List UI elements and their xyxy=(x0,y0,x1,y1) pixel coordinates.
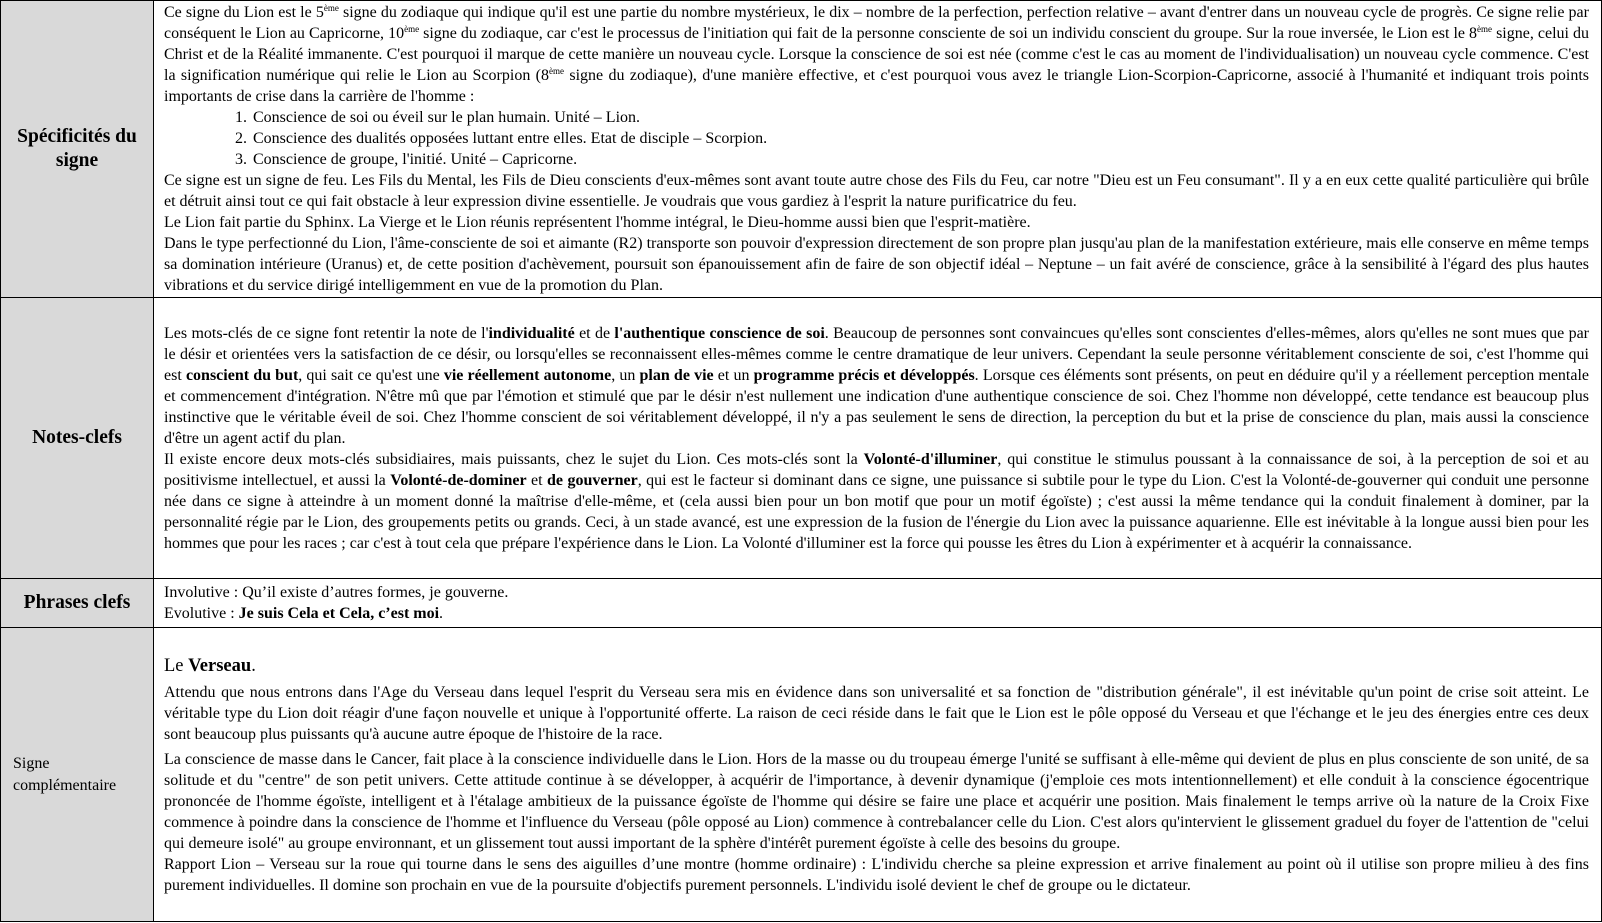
complementary-sign-title xyxy=(164,654,1589,678)
row-signe-complementaire xyxy=(1,628,1602,922)
bold-keyword: de gouverner xyxy=(547,471,638,489)
text-segment: Ce signe du Lion est le 5 xyxy=(164,4,324,21)
text-segment: , un xyxy=(611,366,640,384)
row-notes-clefs xyxy=(1,298,1602,579)
notes-paragraph-2 xyxy=(164,449,1589,554)
complementaire-paragraph-1: Attendu que nous entrons dans l'Age du Verseau dans lequel l'esprit du Verseau sera mis en évidence dans son universalité et sa fonction de "distribution générale", il est inévitable qu'un point de crise soit atteint. Le véritable type du Lion doit réagir d'une façon nouvelle et unique à l'opportunité offerte. La raison de ceci réside dans le fait que le Lion est le pôle opposé du Verseau et que l'échange et le jeu des énergies entre ces deux sont beaucoup plus puissants qu'à aucune autre époque de l'histoire de la race. xyxy=(164,683,1589,743)
complementaire-paragraph-2: La conscience de masse dans le Cancer, fait place à la conscience individuelle dans le Lion. Hors de la masse ou du troupeau émerge l'unité se suffisant à elle-même qui devient de plus en plus consciente de son unité, de sa solitude et du "centre" de son petit univers. Cette attitude continue à se développer, à acquérir de l'importance, à devenir dynamique (j'emploie ces mots intentionnellement) et elle conduit à la conscience égocentrique prononcée de l'homme égoïste, intelligent et à l'étalage ambitieux de la puissance égoïste de l'homme qui désire se faire une place et acquérir une position. Mais finalement le temps arrive où la nature de la Croix Fixe commence à poindre dans la conscience de l'homme et l'influence du Verseau (pôle opposé au Lion) commence à contrebalancer celle du Lion. C'est alors qu'intervient le glissement graduel du foyer de l'attention de "celui qui demeure isolé" au groupe environnant, et un glissement tout aussi important de la sphère d'intérêt purement égoïste à celle des besoins du groupe. xyxy=(164,750,1589,852)
text-segment: signe du zodiaque, car c'est le processus de l'initiation qui fait de la personne consciente de soi un individu conscient du groupe. Sur la roue inversée, le Lion est le 8 xyxy=(419,25,1478,42)
specificites-paragraph-2: Ce signe est un signe de feu. Les Fils du Mental, les Fils de Dieu conscients d'eux-mêmes sont avant toute autre chose des Fils du Feu, car notre "Dieu est un Feu consumant". Il y a en eux cette qualité particulière qui brûle et détruit ainsi tout ce qui fait obstacle à leur expression divine essentielle. Je voudrais que vous gardiez à l'esprit la nature purificatrice du feu. xyxy=(164,172,1589,210)
content-notes-clefs xyxy=(154,298,1602,579)
text-segment: . xyxy=(251,655,256,676)
text-segment: signe du zodiaque qui indique qu'il est une partie du nombre mystérieux, le dix – nombre de la perfection, perfection relative – avant d'entrer dans un nouveau cycle de progrès. Ce signe relie par conséquent le Lion au Capricorne, 10 xyxy=(164,4,1589,42)
bold-keyword: Volonté-de-dominer xyxy=(390,471,527,489)
text-segment: . xyxy=(439,605,444,622)
superscript: ème xyxy=(1477,24,1493,34)
bold-keyword: Volonté-d'illuminer xyxy=(863,450,998,468)
label-notes-clefs: Notes-clefs xyxy=(1,298,154,579)
text-segment: et de xyxy=(574,324,615,342)
text-segment: et un xyxy=(713,366,754,384)
superscript: ème xyxy=(404,24,420,34)
phrase-evolutive xyxy=(164,603,1589,624)
label-signe-complementaire: Signe complémentaire xyxy=(1,628,154,922)
content-signe-complementaire xyxy=(154,628,1602,922)
text-segment: , qui constitue le stimulus poussant à la connaissance de soi, à la perception de soi et au positivisme intellectuel, et aussi la xyxy=(164,450,1589,489)
superscript: ème xyxy=(549,66,564,76)
list-item: 2. Conscience des dualités opposées luttant entre elles. Etat de disciple – Scorpion. xyxy=(251,128,1589,149)
bold-keyword: Je suis Cela et Cela, c’est moi xyxy=(238,605,440,622)
text-segment: Evolutive : xyxy=(164,605,239,622)
text-segment: signe, celui du Christ et de la Réalité immanente. C'est pourquoi il marque de cette manière un nouveau cycle. Lorsque la conscience de soi est née (comme c'est le cas au moment de l'individualisation) un nouveau cycle commence. C'est la signification numérique qui relie le Lion au Scorpion (8 xyxy=(164,25,1590,84)
text-segment: . Beaucoup de personnes sont convaincues qu'elles sont conscientes d'elles-mêmes, alors qu'elles ne sont mues que par le désir et orientées vers la satisfaction de ce désir, ou lorsqu'elles se reconnaissent elles-mêmes comme le centre dramatique de leur univers. Cependant la seule personne véritablement consciente de soi, c'est l'homme qui est xyxy=(164,324,1589,384)
bold-keyword: programme précis et développés xyxy=(753,366,975,384)
specificites-paragraph-3: Le Lion fait partie du Sphinx. La Vierge et le Lion réunis représentent l'homme intégral, le Dieu-homme aussi bien que l'esprit-matière. xyxy=(164,214,1031,231)
text-segment: Le xyxy=(164,655,189,676)
text-segment: , qui est le facteur si dominant dans ce signe, une puissance si subtile pour le type du Lion. C'est la Volonté-de-gouverner qui conduit une personne née dans ce signe à atteindre à un moment donné la maîtrise d'elle-même, et (cela aussi bien pour un bon motif que pour un motif égoïste) ; c'est aussi la même tendance qui la conduit finalement à dominer, par la personnalité régie par le Lion, des groupements petits ou grands. Ceci, à un stade avancé, est une expression de la fusion de l'énergie du Lion avec la puissance aquarienne. Elle est inévitable à la longue aussi bien pour les hommes que pour les races ; car c'est à tout cela que prépare l'expérience dans le Lion. La Volonté d'illuminer est la force qui pousse les êtres du Lion à expérimenter et à acquérir la connaissance. xyxy=(164,471,1590,552)
complementaire-paragraph-3: Rapport Lion – Verseau sur la roue qui tourne dans le sens des aiguilles d’une montre (homme ordinaire) : L'individu cherche sa pleine expression et arrive finalement au point où il utilise son propre milieu à des fins purement individuelles. Il domine son prochain en vue de la poursuite d'objectifs purement personnels. L'individu isolé devient le chef de groupe ou le dictateur. xyxy=(164,855,1589,894)
crisis-points-list xyxy=(164,107,1589,170)
bold-keyword: conscient du but xyxy=(185,366,299,384)
label-phrases-clefs: Phrases clefs xyxy=(1,579,154,628)
notes-paragraph-1 xyxy=(164,323,1589,449)
superscript: ème xyxy=(323,3,339,13)
bold-keyword: individualité xyxy=(488,324,575,342)
text-segment: , qui sait ce qu'est une xyxy=(298,366,444,384)
list-item: 1. Conscience de soi ou éveil sur le plan humain. Unité – Lion. xyxy=(251,107,1589,128)
text-segment: signe du zodiaque), d'une manière effective, et c'est pourquoi vous avez le triangle Lion-Scorpion-Capricorne, associé à l'humanité et indiquant trois points importants de crise dans la carrière de l'homme : xyxy=(164,67,1589,105)
bold-keyword: plan de vie xyxy=(639,366,714,384)
content-phrases-clefs xyxy=(154,579,1602,628)
bold-keyword: Verseau xyxy=(188,655,252,676)
bold-keyword: vie réellement autonome xyxy=(443,366,612,384)
row-phrases-clefs xyxy=(1,579,1602,628)
label-specificites: Spécificités du signe xyxy=(1,1,154,298)
text-segment: et xyxy=(526,471,548,489)
specificites-paragraph-4: Dans le type perfectionné du Lion, l'âme-consciente de soi et aimante (R2) transporte son pouvoir d'expression directement de son propre plan jusqu'au plan de la manifestation extérieure, mais elle conserve en même temps sa domination intérieure (Uranus) et, de cette position d'achèvement, poursuit son épanouissement afin de faire de son objectif idéal – Neptune – un fait avéré de conscience, grâce à la sensibilité à l'égard des plus hautes vibrations et du service dirigé intelligemment en vue de la promotion du Plan. xyxy=(164,235,1589,294)
text-segment: . Lorsque ces éléments sont présents, on peut en déduire qu'il y a réellement perception mentale et commencement d'intégration. N'être mû que par l'émotion et stimulé que par le désir n'est nullement une indication d'une authentique conscience de soi. Chez l'homme non développé, cette tendance est beaucoup plus instinctive que le véritable éveil de soi. Chez l'homme conscient de soi véritablement développé, il n'y a pas seulement le sens de direction, la perception du but et la prise de conscience du plan, mais aussi la conscience d'être un agent actif du plan. xyxy=(164,366,1590,447)
phrase-involutive: Involutive : Qu’il existe d’autres formes, je gouverne. xyxy=(164,584,509,601)
content-specificites xyxy=(154,1,1602,298)
text-segment: Les mots-clés de ce signe font retentir la note de l' xyxy=(164,324,489,342)
row-specificites xyxy=(1,1,1602,298)
specificites-paragraph-1 xyxy=(164,2,1589,107)
bold-keyword: l'authentique conscience de soi xyxy=(614,324,825,342)
text-segment: Il existe encore deux mots-clés subsidiaires, mais puissants, chez le sujet du Lion. Ces mots-clés sont la xyxy=(164,450,864,468)
list-item: 3. Conscience de groupe, l'initié. Unité – Capricorne. xyxy=(251,149,1589,170)
